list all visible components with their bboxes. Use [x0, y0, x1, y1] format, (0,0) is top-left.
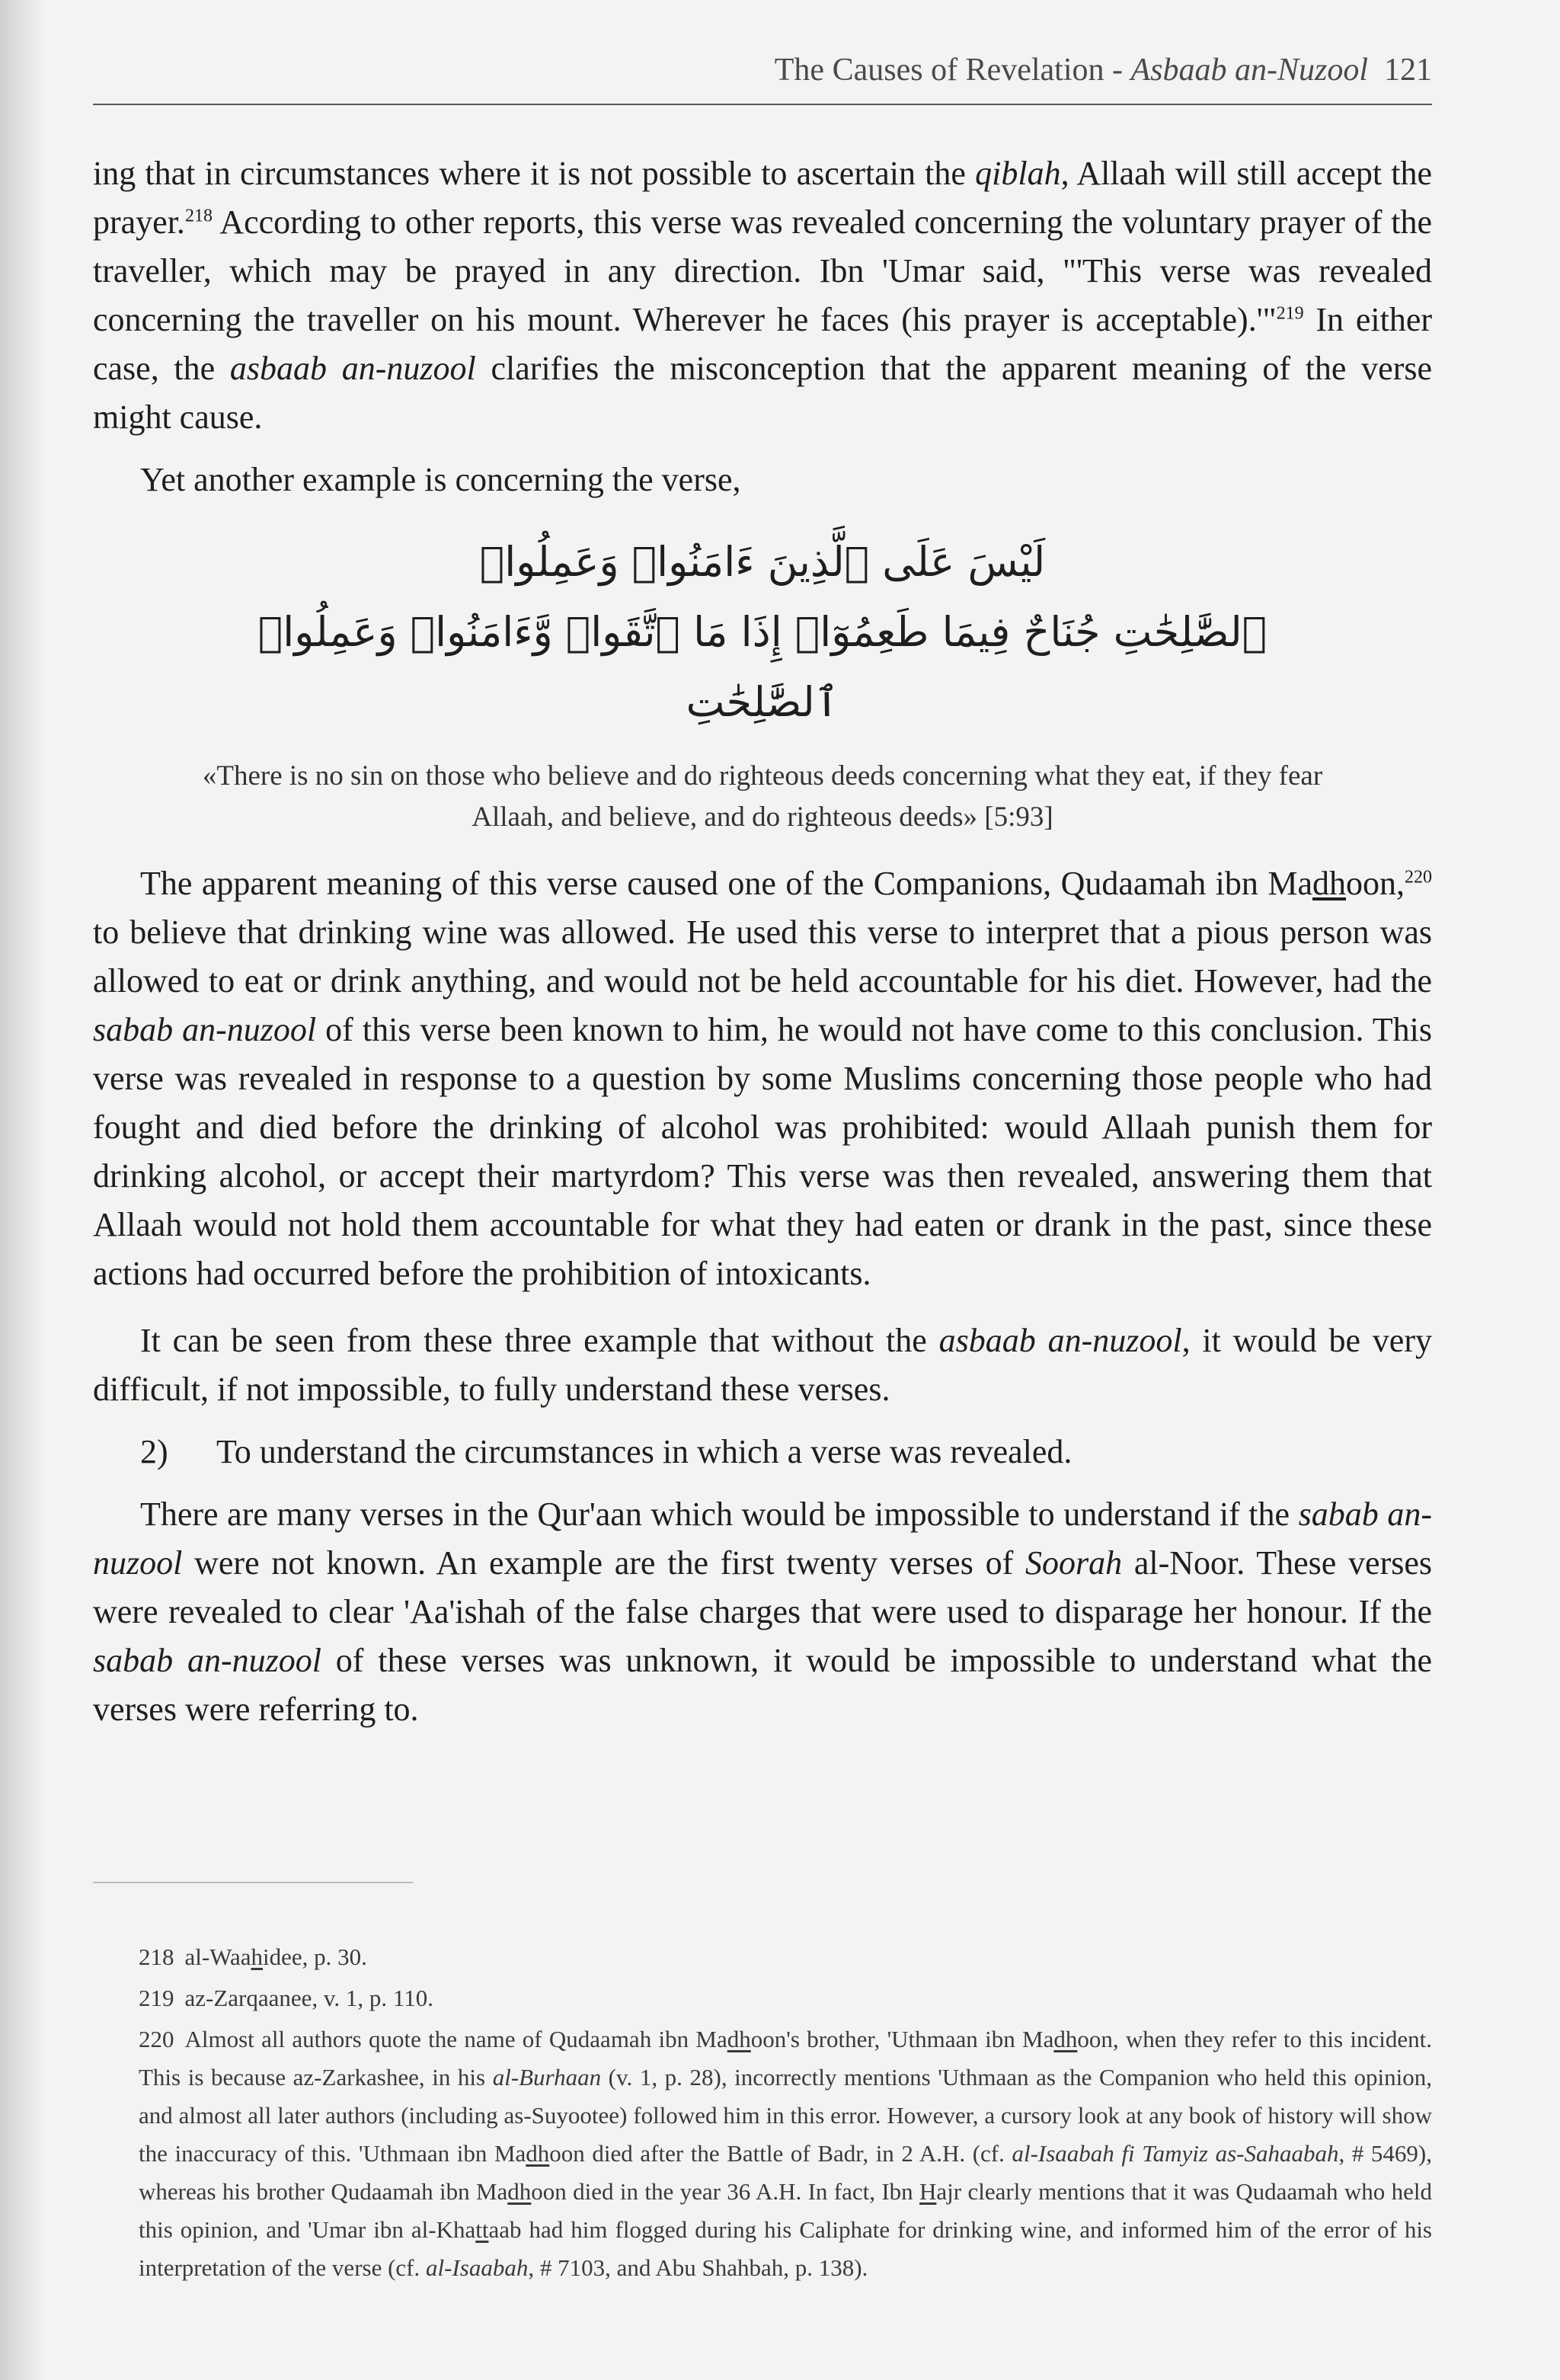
arabic-line: ٱلصَّٰلِحَٰتِ [686, 678, 839, 726]
transliteration-mark: dh [1053, 2026, 1078, 2052]
text-run: were not known. An example are the first twenty verses of [182, 1544, 1025, 1582]
text-run: The apparent meaning of this verse caused one of the Companions, Qudaamah ibn Ma [140, 865, 1312, 902]
italic-term: asbaab an-nuzool [938, 1322, 1182, 1359]
transliteration-mark: h [251, 1943, 263, 1970]
text-run: oon died in the year 36 A.H. In fact, Ibn [531, 2178, 920, 2205]
transliteration-mark: dh [1312, 865, 1346, 902]
italic-term: al-Isaabah fi Tamyiz as-Sahaabah [1012, 2140, 1339, 2167]
text-run: (v. 1, p. 28), incorrectly mentions 'Uthmaan as the Companion who held this opinion, and almost all later authors (including as-Suyootee) followed him in this error. However, a cursory look at any book of history will show the inaccuracy of this. 'Uthmaan ibn Ma [139, 2064, 1433, 2167]
item-text: To understand the circumstances in which a verse was revealed. [216, 1433, 1072, 1470]
paragraph-2: Yet another example is concerning the verse, [140, 461, 741, 498]
text-run: al-Waa [184, 1943, 251, 1970]
italic-term: sabab an-nuzool [93, 1495, 1432, 1582]
italic-term: asbaab an-nuzool [229, 350, 476, 387]
footnotes [93, 1938, 1432, 2290]
running-head-title: The Causes of Revelation - [774, 53, 1131, 88]
arabic-line: لَيْسَ عَلَى ٱلَّذِينَ ءَامَنُوا۟ وَعَمِلُوا۟ [479, 538, 1046, 586]
header-rule [93, 104, 1432, 105]
book-spine-shadow [0, 0, 46, 2380]
transliteration-mark: dh [526, 2140, 550, 2167]
text-run: , it would be very difficult, if not impossible, to fully understand these verses. [93, 1322, 1432, 1408]
text-run: , # 5469), whereas his brother Qudaamah ibn Ma [139, 2140, 1432, 2205]
text-run: There are many verses in the Qur'aan which would be impossible to understand if the [140, 1495, 1299, 1533]
text-run: of these verses was unknown, it would be impossible to understand what the verses were referring to. [93, 1642, 1433, 1728]
text-run: al-Noor. These verses were revealed to clear 'Aa'ishah of the false charges that were used to disparage her honour. If the [93, 1544, 1432, 1630]
paragraph-4 [93, 1316, 1432, 1414]
footnote-ref: 219 [1276, 303, 1304, 324]
italic-term: Soorah [1025, 1544, 1123, 1582]
text-run: Almost all authors quote the name of Qudaamah ibn Ma [184, 2026, 727, 2052]
footnote-ref: 218 [184, 206, 213, 226]
page-number: 121 [1384, 53, 1432, 88]
text-run: to believe that drinking wine was allowed. He used this verse to interpret that a pious person was allowed to eat or drink anything, and would not be held accountable for his diet. However, had the [93, 913, 1432, 1000]
numbered-item-2 [93, 1428, 1432, 1476]
running-head [775, 52, 1432, 88]
transliteration-mark: tt [475, 2216, 489, 2243]
text-run: According to other reports, this verse was revealed concerning the voluntary prayer of the traveller, which may be prayed in any direction. Ibn 'Umar said, "'This verse was revealed concerning the traveller on his mount. Wherever he faces (his prayer is acceptable).'" [93, 203, 1432, 338]
text-run: In either case, the [93, 301, 1433, 387]
italic-term: qiblah [975, 155, 1061, 192]
italic-term: al-Burhaan [492, 2064, 602, 2090]
italic-term: sabab an-nuzool [93, 1642, 321, 1679]
running-head-title-italic: Asbaab an-Nuzool [1130, 53, 1368, 88]
text-run: clarifies the misconception that the apparent meaning of the verse might cause. [93, 350, 1433, 436]
text-run: oon's brother, 'Uthmaan ibn Ma [750, 2026, 1054, 2052]
footnote-219 [93, 1979, 1432, 2017]
text-run: , # 7103, and Abu Shahbah, p. 138). [528, 2254, 868, 2281]
footnote-ref: 220 [1405, 867, 1432, 888]
transliteration-mark: dh [727, 2026, 751, 2052]
transliteration-mark: dh [507, 2178, 532, 2205]
text-run: oon, [1346, 865, 1405, 902]
footnote-218 [93, 1938, 1432, 1976]
italic-term: al-Isaabah [426, 2254, 529, 2281]
footnote-number: 219 [139, 1985, 174, 2011]
text-run: oon, when they refer to this incident. This is because az-Zarkashee, in his [139, 2026, 1432, 2090]
paragraph-3 [93, 859, 1432, 1298]
arabic-verse [123, 527, 1402, 737]
footnote-number: 220 [139, 2026, 174, 2052]
book-page [93, 0, 1432, 2380]
transliteration-mark: H [919, 2178, 937, 2205]
verse-translation: «There is no sin on those who believe and do righteous deeds concerning what they eat, if they fear Allaah, and believe, and do righteous deeds» [5:93] [202, 760, 1323, 833]
footnote-220 [93, 2020, 1432, 2287]
item-number: 2) [140, 1433, 168, 1470]
text-run: of this verse been known to him, he would not have come to this conclusion. This verse was revealed in response to a question by some Muslims concerning those people who had fought and died before the drinking of alcohol was prohibited: would Allaah punish them for drinking alcohol, or accept their martyrdom? This verse was then revealed, answering them that Allaah would not hold them accountable for what they had eaten or drank in the past, since these actions had occurred before the prohibition of intoxicants. [93, 1011, 1432, 1292]
footnote-rule [93, 1882, 413, 1883]
italic-term: sabab an-nuzool [93, 1011, 317, 1048]
text-run: az-Zarqaanee, v. 1, p. 110. [184, 1985, 433, 2011]
text-run: idee, p. 30. [263, 1943, 367, 1970]
footnote-number: 218 [139, 1943, 174, 1970]
main-text [93, 149, 1432, 1748]
paragraph-1 [93, 149, 1432, 442]
text-run: , Allaah will still accept the prayer. [93, 155, 1433, 241]
text-run: aab had him flogged during his Caliphate for drinking wine, and informed him of the error of his interpretation of the verse (cf. [139, 2216, 1432, 2281]
text-run: ing that in circumstances where it is not possible to ascertain the [93, 155, 976, 192]
text-run: oon died after the Battle of Badr, in 2 A.H. (cf. [549, 2140, 1012, 2167]
text-run: It can be seen from these three example that without the [140, 1322, 939, 1359]
arabic-line: ٱلصَّٰلِحَٰتِ جُنَاحٌ فِيمَا طَعِمُوٓا۟ إِذَا مَا ٱتَّقَوا۟ وَّءَامَنُوا۟ وَعَمِلُوا۟ [257, 608, 1268, 656]
paragraph-5 [93, 1490, 1432, 1734]
text-run: ajr clearly mentions that it was Qudaamah who held this opinion, and 'Umar ibn al-Kha [139, 2178, 1432, 2243]
